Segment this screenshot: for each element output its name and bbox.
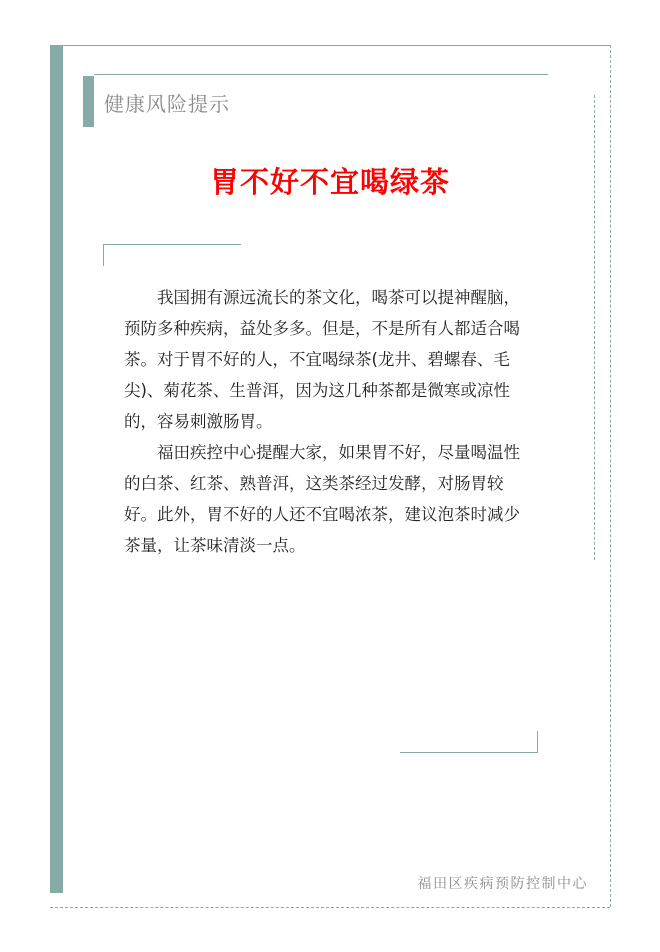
- paragraph: 我国拥有源远流长的茶文化，喝茶可以提神醒脑，预防多种疾病，益处多多。但是，不是所有人都适合喝茶。对于胃不好的人，不宜喝绿茶(龙井、碧螺春、毛尖)、菊花茶、生普洱，因为这几种茶都是微寒或凉性的，容易刺激肠胃。: [124, 288, 520, 431]
- article-body: [124, 282, 529, 561]
- top-rule: [63, 45, 611, 46]
- corner-bracket-top-left: [103, 244, 241, 245]
- header-accent-block: [83, 76, 94, 127]
- paragraph: 福田疾控中心提醒大家，如果胃不好，尽量喝温性的白茶、红茶、熟普洱，这类茶经过发酵，对肠胃较好。此外，胃不好的人还不宜喝浓茶，建议泡茶时减少茶量，让茶味清淡一点。: [124, 443, 520, 555]
- corner-bracket-bottom-right: [400, 752, 538, 753]
- section-label: 健康风险提示: [104, 92, 230, 116]
- inner-top-rule: [94, 74, 548, 75]
- footer-organization: 福田区疾病预防控制中心: [417, 876, 588, 892]
- corner-bracket-top-left-vertical: [103, 244, 104, 266]
- bottom-dashed-border: [50, 907, 610, 908]
- page-title: 胃不好不宜喝绿茶: [209, 165, 450, 199]
- corner-bracket-bottom-right-vertical: [537, 731, 538, 753]
